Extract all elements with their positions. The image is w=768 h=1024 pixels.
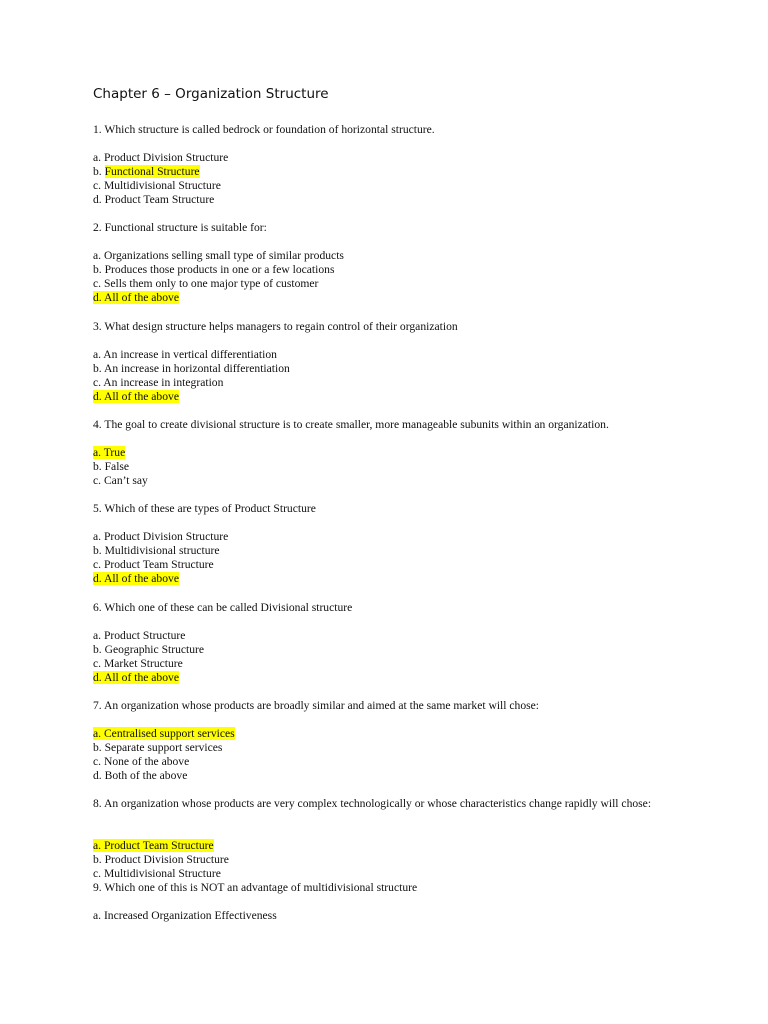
answer-option: d. Both of the above <box>93 769 188 782</box>
question-text: 6. Which one of these can be called Divisional structure <box>93 601 353 614</box>
answer-option: c. Market Structure <box>93 657 183 670</box>
answer-option <box>93 839 214 853</box>
answer-option <box>93 165 200 179</box>
answer-option: a. Increased Organization Effectiveness <box>93 909 277 922</box>
answer-option: c. Product Team Structure <box>93 558 214 571</box>
answer-option: c. Multidivisional Structure <box>93 179 221 192</box>
answer-option: b. Multidivisional structure <box>93 544 220 557</box>
highlighted-answer: a. True <box>93 446 126 459</box>
highlighted-answer: d. All of the above <box>93 572 179 585</box>
answer-option: b. An increase in horizontal differentiation <box>93 362 290 375</box>
answer-option <box>93 727 235 741</box>
highlighted-answer: d. All of the above <box>93 671 179 684</box>
highlighted-answer: a. Product Team Structure <box>93 839 214 852</box>
question-text: 5. Which of these are types of Product Structure <box>93 502 316 515</box>
question-text: 9. Which one of this is NOT an advantage of multidivisional structure <box>93 881 418 894</box>
question-text: 3. What design structure helps managers to regain control of their organization <box>93 320 458 333</box>
question-text: 4. The goal to create divisional structure is to create smaller, more manageable subunits within an organization. <box>93 418 609 431</box>
answer-option: c. None of the above <box>93 755 190 768</box>
answer-option: a. Product Structure <box>93 629 186 642</box>
answer-option: b. Geographic Structure <box>93 643 205 656</box>
highlighted-answer: Functional Structure <box>104 165 200 178</box>
highlighted-answer: d. All of the above <box>93 390 179 403</box>
answer-option <box>93 572 179 586</box>
question-text: 1. Which structure is called bedrock or foundation of horizontal structure. <box>93 123 435 136</box>
answer-option: c. An increase in integration <box>93 376 224 389</box>
answer-option: a. Organizations selling small type of similar products <box>93 249 344 262</box>
highlighted-answer: d. All of the above <box>93 291 179 304</box>
answer-option <box>93 390 179 404</box>
page-title: Chapter 6 – Organization Structure <box>93 86 329 102</box>
question-text: 7. An organization whose products are broadly similar and aimed at the same market will chose: <box>93 699 540 712</box>
answer-option: b. False <box>93 460 130 473</box>
answer-option: c. Sells them only to one major type of customer <box>93 277 319 290</box>
answer-option: b. Product Division Structure <box>93 853 229 866</box>
answer-option: b. Separate support services <box>93 741 223 754</box>
question-text: 8. An organization whose products are very complex technologically or whose characteristics change rapidly will chose: <box>93 797 652 810</box>
answer-option: a. Product Division Structure <box>93 530 229 543</box>
question-text: 2. Functional structure is suitable for: <box>93 221 267 234</box>
answer-option: a. Product Division Structure <box>93 151 229 164</box>
answer-option <box>93 671 179 685</box>
answer-option: c. Multidivisional Structure <box>93 867 221 880</box>
answer-option <box>93 291 179 305</box>
highlighted-answer: a. Centralised support services <box>93 727 235 740</box>
answer-option: b. Produces those products in one or a few locations <box>93 263 335 276</box>
answer-option: d. Product Team Structure <box>93 193 215 206</box>
answer-option: c. Can’t say <box>93 474 148 487</box>
answer-option <box>93 446 125 460</box>
answer-option: a. An increase in vertical differentiation <box>93 348 277 361</box>
option-prefix: b. <box>93 165 105 178</box>
